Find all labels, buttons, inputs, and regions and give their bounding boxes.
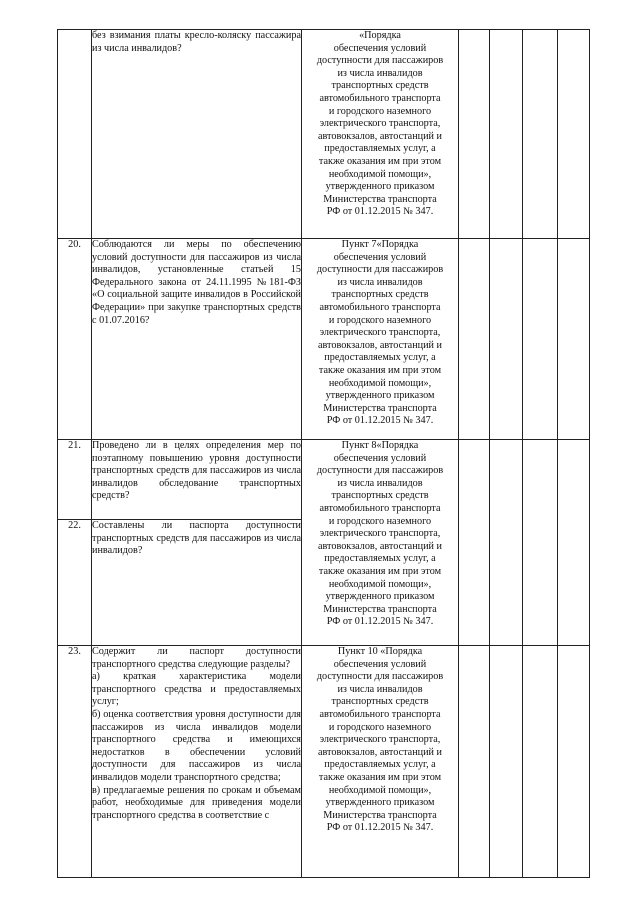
answer-cell-no[interactable] bbox=[490, 440, 523, 646]
legal-basis: Пункт 7«Порядка обеспечения условий доступности для пассажиров из числа инвалидов транспортных средств автомобильного транспорта и городского наземного электрического транспорта, автовокзалов, автостанций и предоставляемых услуг, а также оказания им при этом необходимой помощи», утвержденного приказом Министерства транспорта РФ от 01.12.2015 № 347. bbox=[302, 239, 459, 440]
answer-cell-no[interactable] bbox=[490, 239, 523, 440]
row-number bbox=[58, 30, 92, 239]
table-row bbox=[58, 239, 590, 440]
answer-cell-yes[interactable] bbox=[459, 440, 490, 646]
answer-cell-no[interactable] bbox=[490, 30, 523, 239]
comment-cell[interactable] bbox=[558, 440, 590, 646]
question-text: без взимания платы кресло-коляску пассажира из числа инвалидов? bbox=[92, 30, 302, 239]
comment-cell[interactable] bbox=[558, 646, 590, 878]
answer-cell-yes[interactable] bbox=[459, 646, 490, 878]
answer-cell-yes[interactable] bbox=[459, 239, 490, 440]
row-number: 21. bbox=[58, 440, 92, 520]
answer-cell-na[interactable] bbox=[523, 646, 558, 878]
question-text: Соблюдаются ли меры по обеспечению условий доступности для пассажиров из числа инвалидов, установленные статьей 15 Федерального закона от 24.11.1995 №181-ФЗ «О социальной защите инвалидов в Российской Федерации» при закупке транспортных средств с 01.07.2016? bbox=[92, 239, 302, 440]
answer-cell-na[interactable] bbox=[523, 30, 558, 239]
table-row bbox=[58, 440, 590, 520]
row-number: 23. bbox=[58, 646, 92, 878]
checklist-table bbox=[57, 29, 590, 878]
question-text: Содержит ли паспорт доступности транспортного средства следующие разделы? а) краткая характеристика модели транспортного средства и предоставляемых услуг; б) оценка соответствия уровня доступности для пассажиров из числа инвалидов модели транспортного средства и имеющихся недостатков в обеспечении условий доступности для пассажиров из числа инвалидов модели транспортного средства; в) предлагаемые решения по срокам и объемам работ, необходимые для приведения модели транспортного средства в соответствие с bbox=[92, 646, 302, 878]
comment-cell[interactable] bbox=[558, 30, 590, 239]
legal-basis: Пункт 10 «Порядка обеспечения условий доступности для пассажиров из числа инвалидов транспортных средств автомобильного транспорта и городского наземного электрического транспорта, автовокзалов, автостанций и предоставляемых услуг, а также оказания им при этом необходимой помощи», утвержденного приказом Министерства транспорта РФ от 01.12.2015 № 347. bbox=[302, 646, 459, 878]
answer-cell-na[interactable] bbox=[523, 239, 558, 440]
legal-basis: «Порядка обеспечения условий доступности для пассажиров из числа инвалидов транспортных средств автомобильного транспорта и городского наземного электрического транспорта, автовокзалов, автостанций и предоставляемых услуг, а также оказания им при этом необходимой помощи», утвержденного приказом Министерства транспорта РФ от 01.12.2015 № 347. bbox=[302, 30, 459, 239]
question-text: Проведено ли в целях определения мер по поэтапному повышению уровня доступности транспортных средств для пассажиров из числа инвалидов обследование транспортных средств? bbox=[92, 440, 302, 520]
row-number: 22. bbox=[58, 520, 92, 646]
comment-cell[interactable] bbox=[558, 239, 590, 440]
table-row bbox=[58, 30, 590, 239]
answer-cell-no[interactable] bbox=[490, 646, 523, 878]
row-number: 20. bbox=[58, 239, 92, 440]
table-row bbox=[58, 646, 590, 878]
question-text: Составлены ли паспорта доступности транспортных средств для пассажиров из числа инвалидов? bbox=[92, 520, 302, 646]
answer-cell-yes[interactable] bbox=[459, 30, 490, 239]
legal-basis: Пункт 8«Порядка обеспечения условий доступности для пассажиров из числа инвалидов транспортных средств автомобильного транспорта и городского наземного электрического транспорта, автовокзалов, автостанций и предоставляемых услуг, а также оказания им при этом необходимой помощи», утвержденного приказом Министерства транспорта РФ от 01.12.2015 № 347. bbox=[302, 440, 459, 646]
answer-cell-na[interactable] bbox=[523, 440, 558, 646]
